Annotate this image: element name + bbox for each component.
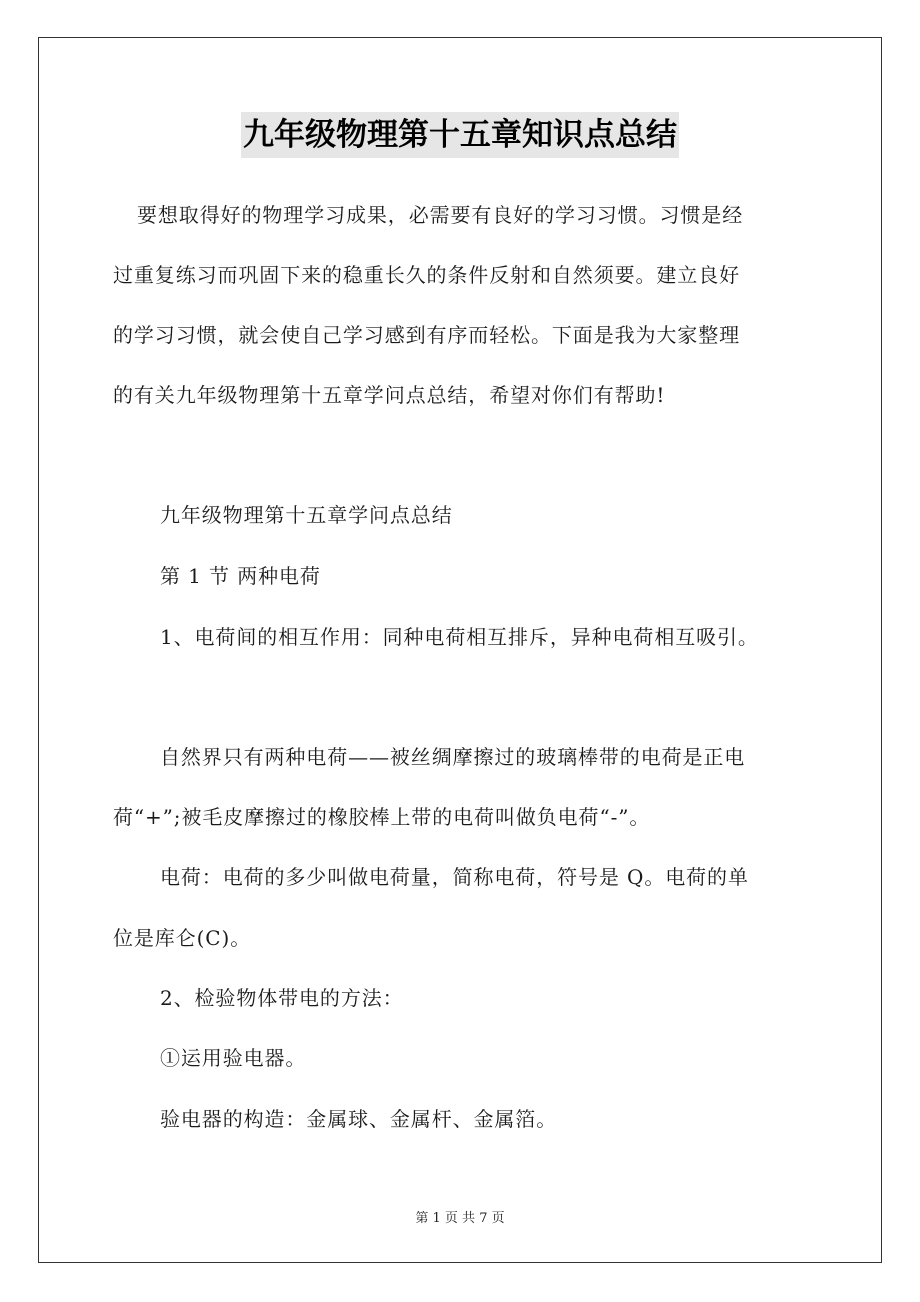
intro-line-2: 过重复练习而巩固下来的稳重长久的条件反射和自然须要。建立良好 xyxy=(113,263,740,287)
charge-def-line-2: 位是库仑(C)。 xyxy=(113,926,252,950)
nature-line-2: 荷“+”;被毛皮摩擦过的橡胶棒上带的电荷叫做负电荷“-”。 xyxy=(113,805,651,829)
document-title: 九年级物理第十五章知识点总结 xyxy=(241,112,679,158)
method-1: ①运用验电器。 xyxy=(160,1046,307,1070)
subsection-heading: 第 1 节 两种电荷 xyxy=(160,564,321,588)
intro-line-1: 要想取得好的物理学习成果，必需要有良好的学习习惯。习惯是经 xyxy=(137,203,744,227)
intro-line-4: 的有关九年级物理第十五章学问点总结，希望对你们有帮助! xyxy=(113,383,666,407)
point-2: 2、检验物体带电的方法： xyxy=(160,986,404,1010)
point-1: 1、电荷间的相互作用：同种电荷相互排斥，异种电荷相互吸引。 xyxy=(160,625,759,649)
electroscope-structure: 验电器的构造：金属球、金属杆、金属箔。 xyxy=(160,1107,558,1131)
intro-line-3: 的学习习惯，就会使自己学习感到有序而轻松。下面是我为大家整理 xyxy=(113,323,740,347)
title-container xyxy=(0,112,920,158)
nature-line-1: 自然界只有两种电荷——被丝绸摩擦过的玻璃棒带的电荷是正电 xyxy=(160,745,746,769)
section-heading: 九年级物理第十五章学问点总结 xyxy=(160,503,453,527)
page-number: 第 1 页 共 7 页 xyxy=(415,1211,505,1226)
charge-def-line-1: 电荷：电荷的多少叫做电荷量，简称电荷，符号是 Q。电荷的单 xyxy=(160,865,749,889)
